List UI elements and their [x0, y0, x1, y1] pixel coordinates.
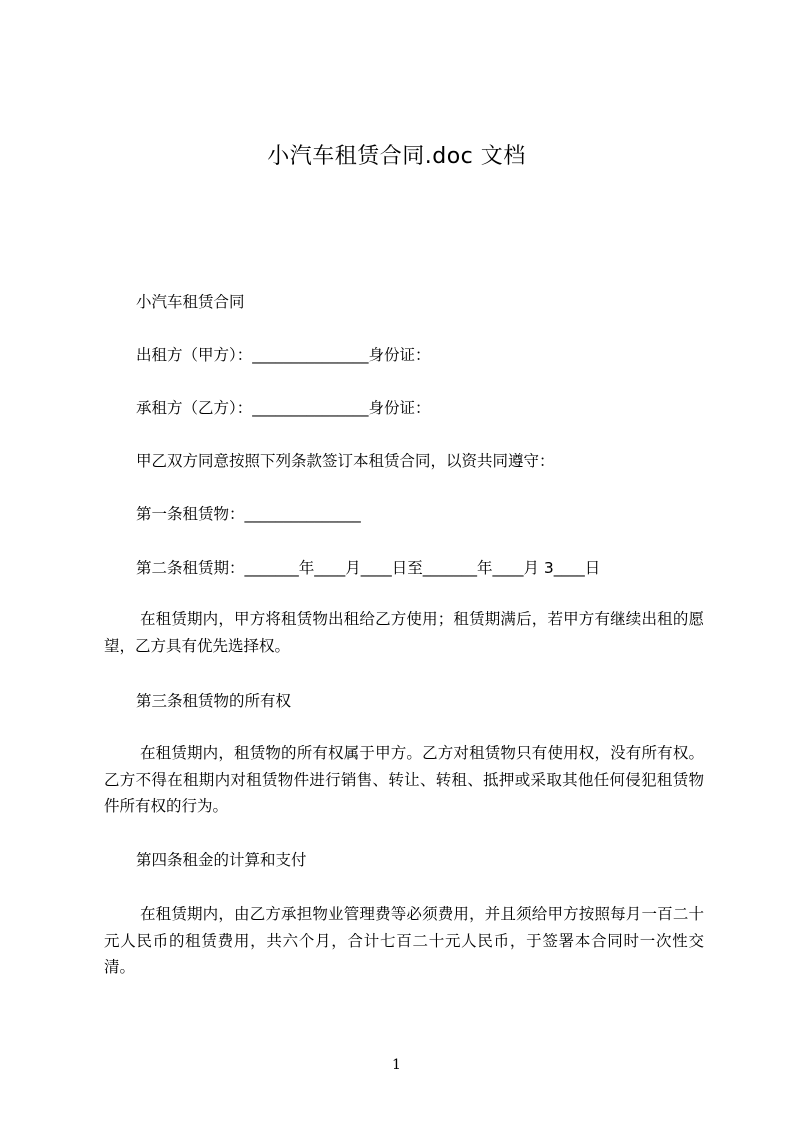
article4-heading: 第四条租金的计算和支付 — [136, 851, 307, 869]
article1-line: 第一条租赁物：_______________ — [136, 505, 361, 523]
page-number: 1 — [392, 1057, 401, 1073]
lessee-line: 承租方（乙方）：_______________身份证： — [136, 399, 431, 417]
contract-heading: 小汽车租赁合同 — [136, 293, 245, 311]
article3-paragraph: 在租赁期内，租赁物的所有权属于甲方。乙方对租赁物只有使用权，没有所有权。乙方不得在租期内对租赁物件进行销售、转让、转租、抵押或采取其他任何侵犯租赁物件所有权的行为。 — [104, 744, 704, 815]
intro-line: 甲乙双方同意按照下列条款签订本租赁合同，以资共同遵守： — [136, 452, 555, 470]
article4-paragraph: 在租赁期内，由乙方承担物业管理费等必须费用，并且须给甲方按照每月一百二十元人民币的租赁费用，共六个月，合计七百二十元人民币，于签署本合同时一次性交清。 — [104, 905, 704, 976]
document-title: 小汽车租赁合同.doc 文档 — [267, 144, 526, 169]
lessor-line: 出租方（甲方）：_______________身份证： — [136, 346, 431, 364]
article2-paragraph: 在租赁期内，甲方将租赁物出租给乙方使用；租赁期满后，若甲方有继续出租的愿望，乙方具有优先选择权。 — [104, 610, 704, 655]
article2-line: 第二条租赁期：_______年____月____日至_______年____月 3____日 — [136, 559, 601, 577]
article3-heading: 第三条租赁物的所有权 — [136, 692, 292, 710]
